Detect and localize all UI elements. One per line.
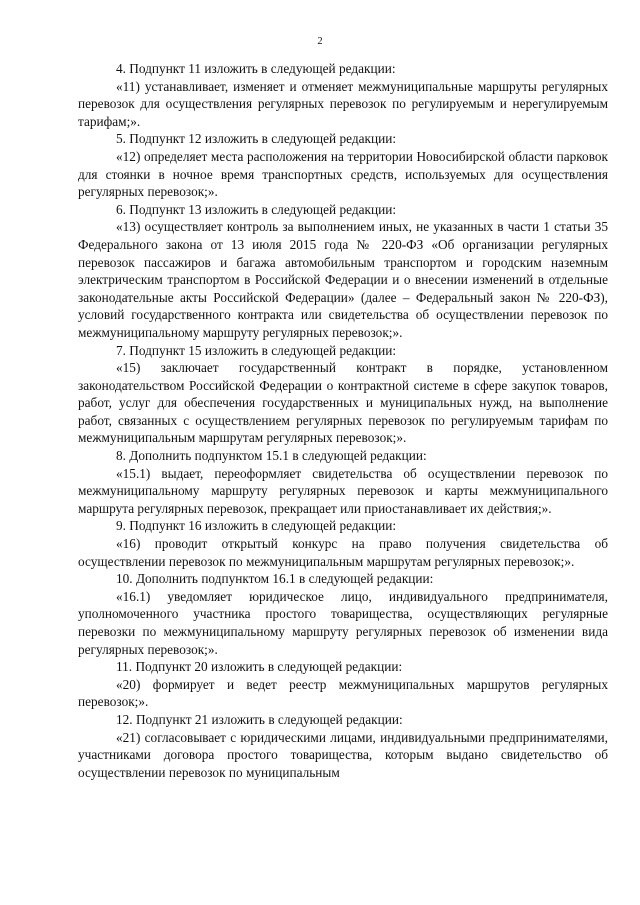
paragraph: «11) устанавливает, изменяет и отменяет межмуниципальные маршруты регулярных перевозок для осуществления регулярных перевозок по регулируемым и нерегулируемым тарифам;».: [78, 78, 608, 129]
paragraph: «16) проводит открытый конкурс на право получения свидетельства об осуществлении перевозок по межмуниципальным маршрутам регулярных перевозок;».: [78, 536, 608, 569]
paragraph: 10. Дополнить подпунктом 16.1 в следующей редакции:: [116, 571, 434, 587]
paragraph: «15.1) выдает, переоформляет свидетельства об осуществлении перевозок по межмуниципальному маршруту регулярных перевозок и карты межмуниципального маршрута регулярных перевозок, прекращает или приостанавливает их действия;».: [78, 465, 608, 516]
paragraph: «12) определяет места расположения на территории Новосибирской области парковок для стоянки в ночное время транспортных средств, используемых для осуществления регулярных перевозок;».: [78, 148, 608, 200]
page-number: 2: [317, 36, 323, 47]
paragraph: 11. Подпункт 20 изложить в следующей редакции:: [116, 659, 403, 675]
paragraph: «13) осуществляет контроль за выполнением иных, не указанных в части 1 статьи 35 Федерального закона от 13 июля 2015 года № 220-ФЗ «Об организации регулярных перевозок пассажиров и багажа автомобильным транспортом и городским наземным электрическим транспортом в Российской Федерации и о внесении изменений в отдельные законодательные акты Российской Федерации» (далее – Федеральный закон № 220-ФЗ), условий государственного контракта или свидетельства об осуществлении перевозок по межмуниципальному маршруту регулярных перевозок;».: [78, 219, 608, 340]
document-body: [78, 60, 608, 781]
paragraph: «15) заключает государственный контракт в порядке, установленном законодательством Российской Федерации о контрактной системе в сфере закупок товаров, работ, услуг для обеспечения государственных и муниципальных нужд, на выполнение работ, связанных с осуществлением регулярных перевозок по регулируемым тарифам по межмуниципальным маршрутам регулярных перевозок;».: [78, 360, 608, 446]
paragraph: «16.1) уведомляет юридическое лицо, индивидуального предпринимателя, уполномоченного участника простого товарищества, осуществляющих регулярные перевозки по межмуниципальному маршруту регулярных перевозок об изменении вида регулярных перевозок;».: [78, 588, 608, 657]
paragraph: 6. Подпункт 13 изложить в следующей редакции:: [116, 201, 397, 217]
paragraph: «20) формирует и ведет реестр межмуниципальных маршрутов регулярных перевозок;».: [78, 676, 608, 710]
paragraph: «21) согласовывает с юридическими лицами, индивидуальными предпринимателями, участниками договора простого товарищества, которым выдано свидетельство об осуществлении перевозок по муниципальным: [78, 729, 608, 780]
paragraph: 4. Подпункт 11 изложить в следующей редакции:: [116, 61, 396, 76]
paragraph: 8. Дополнить подпунктом 15.1 в следующей редакции:: [116, 448, 427, 464]
paragraph: 12. Подпункт 21 изложить в следующей редакции:: [116, 711, 403, 727]
paragraph: 5. Подпункт 12 изложить в следующей редакции:: [116, 131, 397, 147]
paragraph: 9. Подпункт 16 изложить в следующей редакции:: [116, 518, 397, 534]
paragraph: 7. Подпункт 15 изложить в следующей редакции:: [116, 342, 397, 358]
